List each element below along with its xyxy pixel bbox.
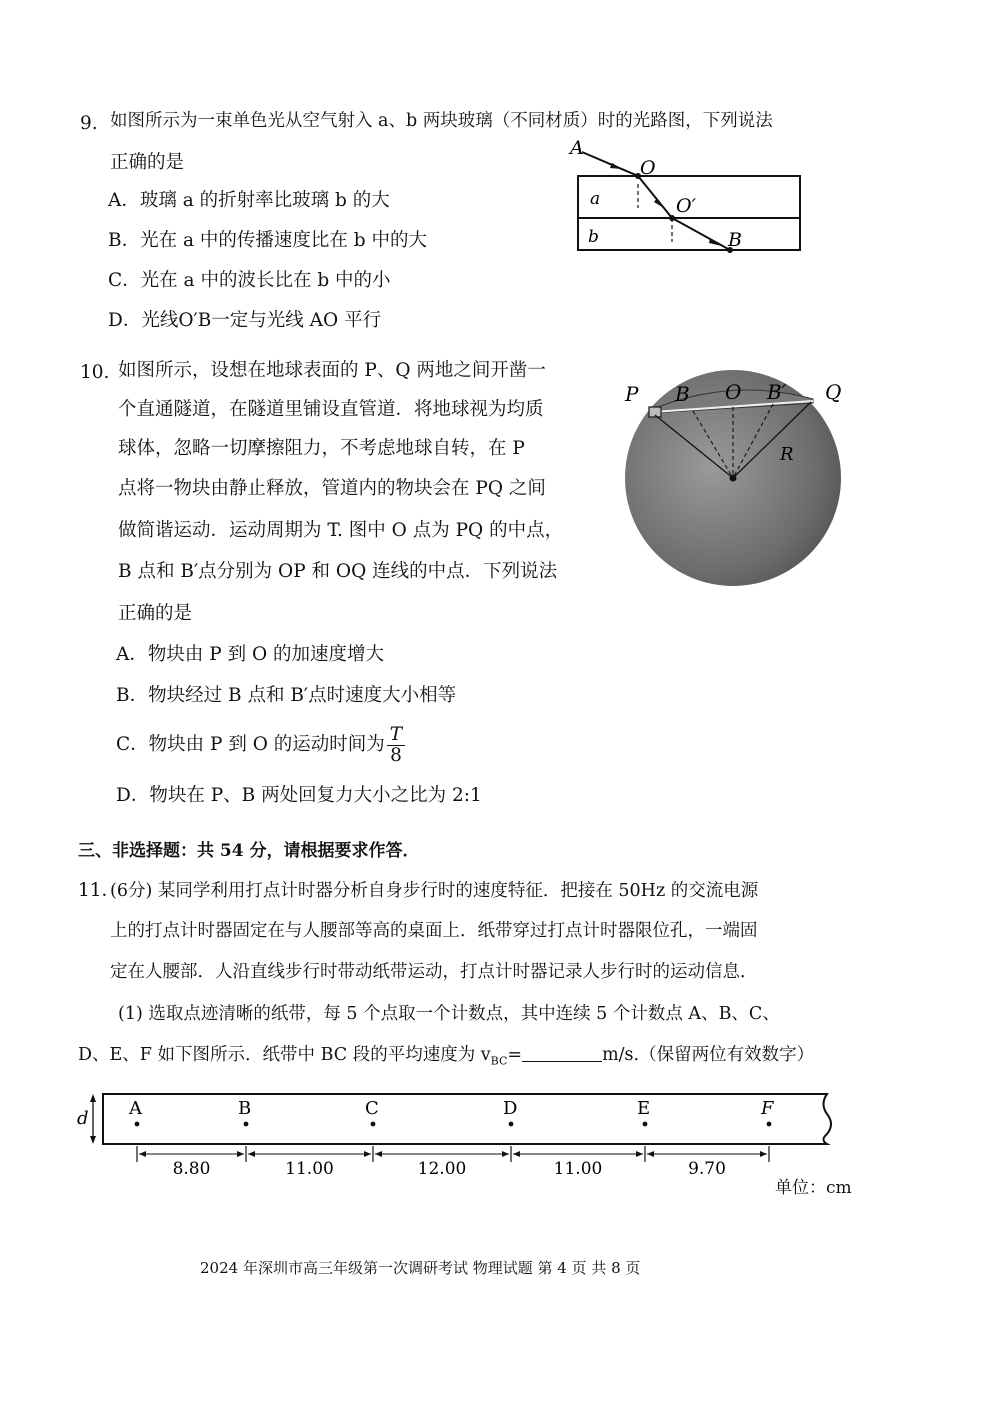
distance-arrowhead-2-right bbox=[364, 1151, 371, 1157]
distance-arrowhead-3-left bbox=[375, 1151, 382, 1157]
q9-option-b: B．光在 a 中的传播速度比在 b 中的大 bbox=[108, 230, 427, 251]
distance-arrowhead-4-left bbox=[513, 1151, 520, 1157]
paper-tape bbox=[103, 1094, 831, 1144]
label-b: B bbox=[675, 382, 690, 406]
tape-point-label-f: F bbox=[761, 1098, 774, 1119]
label-glass-b: b bbox=[588, 227, 599, 247]
q11-line5-equals: = bbox=[507, 1045, 523, 1065]
tape-point-dot-a bbox=[135, 1122, 140, 1127]
v-bc-subscript: BC bbox=[490, 1054, 508, 1068]
q9-option-d: D．光线O′B一定与光线 AO 平行 bbox=[108, 310, 382, 331]
label-o2: O′ bbox=[676, 195, 696, 217]
tape-unit-label: 单位：cm bbox=[775, 1178, 852, 1198]
width-label-d: d bbox=[77, 1108, 89, 1129]
refracted-ray-a bbox=[638, 176, 672, 218]
q10-option-c bbox=[116, 722, 405, 768]
q11-line3: 定在人腰部．人沿直线步行时带动纸带运动，打点计时器记录人步行时的运动信息． bbox=[110, 962, 758, 982]
tape-point-dot-c bbox=[371, 1122, 376, 1127]
q11-line1: (6分) 某同学利用打点计时器分析自身步行时的速度特征．把接在 50Hz 的交流电源 bbox=[110, 881, 759, 901]
tape-point-label-d: D bbox=[503, 1098, 518, 1119]
width-arrow-bottom bbox=[90, 1136, 96, 1144]
tape-point-dot-e bbox=[643, 1122, 648, 1127]
label-b-point: B bbox=[728, 229, 742, 251]
incident-ray bbox=[582, 152, 638, 176]
label-p: P bbox=[625, 382, 639, 406]
q11-line5-prefix: D、E、F 如下图所示．纸带中 BC 段的平均速度为 v bbox=[78, 1045, 491, 1065]
label-q: Q bbox=[825, 380, 842, 404]
q10-option-c-text: C．物块由 P 到 O 的运动时间为 bbox=[116, 734, 385, 755]
q10-stem-line1: 如图所示，设想在地球表面的 P、Q 两地之间开凿一 bbox=[118, 360, 546, 381]
tape-point-dot-b bbox=[244, 1122, 249, 1127]
label-r: R bbox=[780, 444, 794, 465]
q11-line5-suffix: m/s.（保留两位有效数字） bbox=[602, 1045, 815, 1065]
distance-arrowhead-5-left bbox=[647, 1151, 654, 1157]
incident-arrow bbox=[610, 163, 622, 169]
q10-option-a: A．物块由 P 到 O 的加速度增大 bbox=[116, 644, 384, 665]
label-b-prime: B′ bbox=[767, 380, 787, 404]
fraction-denominator: 8 bbox=[390, 744, 402, 766]
q11-number: 11． bbox=[78, 880, 121, 901]
tape-point-label-e: E bbox=[637, 1098, 651, 1119]
q11-line5 bbox=[78, 1044, 814, 1073]
q10-option-d: D．物块在 P、B 两处回复力大小之比为 2:1 bbox=[116, 785, 482, 806]
glass-slab-b bbox=[578, 218, 800, 250]
fraction-numerator: T bbox=[387, 725, 405, 746]
section-title: 三、非选择题：共 54 分，请根据要求作答． bbox=[78, 841, 420, 861]
q11-line4: (1) 选取点迹清晰的纸带，每 5 个点取一个计数点，其中连续 5 个计数点 A、B、C、 bbox=[118, 1004, 780, 1024]
distance-label-1: 8.80 bbox=[172, 1159, 211, 1179]
distance-arrowhead-2-left bbox=[248, 1151, 255, 1157]
point-o2 bbox=[669, 215, 675, 221]
q9-number: 9. bbox=[80, 113, 98, 134]
width-arrow-top bbox=[90, 1094, 96, 1102]
distance-arrowhead-4-right bbox=[636, 1151, 643, 1157]
tape-point-dot-d bbox=[509, 1122, 514, 1127]
q9-stem-line2: 正确的是 bbox=[110, 152, 185, 173]
q10-stem-line3: 球体，忽略一切摩擦阻力，不考虑地球自转，在 P bbox=[118, 438, 525, 459]
tape-point-label-a: A bbox=[129, 1098, 142, 1119]
q10-stem-line7: 正确的是 bbox=[118, 603, 193, 624]
q10-earth-tunnel-figure bbox=[615, 375, 855, 575]
label-a-point: A bbox=[570, 137, 584, 159]
q10-number: 10. bbox=[80, 362, 110, 383]
refracted-arrow-a bbox=[654, 198, 664, 208]
distance-label-4: 11.00 bbox=[553, 1159, 603, 1179]
q10-stem-line5: 做简谐运动．运动周期为 T. 图中 O 点为 PQ 的中点， bbox=[118, 520, 564, 541]
label-o-center: O bbox=[725, 380, 742, 404]
tape-marks bbox=[128, 1098, 775, 1179]
q11-line2: 上的打点计时器固定在与人腰部等高的桌面上．纸带穿过打点计时器限位孔，一端固 bbox=[110, 921, 758, 941]
earth-center bbox=[730, 475, 737, 482]
q9-stem-line1: 如图所示为一束单色光从空气射入 a、b 两块玻璃（不同材质）时的光路图，下列说法 bbox=[110, 111, 773, 131]
tape-point-label-b: B bbox=[238, 1098, 252, 1119]
page-footer: 2024 年深圳市高三年级第一次调研考试 物理试题 第 4 页 共 8 页 bbox=[200, 1259, 641, 1277]
label-o: O bbox=[640, 157, 656, 179]
distance-arrowhead-3-right bbox=[502, 1151, 509, 1157]
label-glass-a: a bbox=[590, 189, 601, 209]
distance-label-2: 11.00 bbox=[285, 1159, 334, 1179]
q10-stem-line2: 个直通隧道，在隧道里铺设直管道．将地球视为均质 bbox=[118, 399, 544, 420]
q9-option-c: C．光在 a 中的波长比在 b 中的小 bbox=[108, 270, 391, 291]
q10-option-b: B．物块经过 B 点和 B′点时速度大小相等 bbox=[116, 685, 457, 706]
distance-arrowhead-5-right bbox=[760, 1151, 767, 1157]
paper-tape-figure bbox=[75, 1090, 855, 1179]
q10-stem-line6: B 点和 B′点分别为 OP 和 OQ 连线的中点．下列说法 bbox=[118, 561, 558, 582]
distance-label-5: 9.70 bbox=[688, 1159, 726, 1179]
tape-point-dot-f bbox=[767, 1122, 772, 1127]
distance-arrowhead-1-left bbox=[139, 1151, 146, 1157]
distance-arrowhead-1-right bbox=[237, 1151, 244, 1157]
q9-option-a: A．玻璃 a 的折射率比玻璃 b 的大 bbox=[108, 190, 390, 211]
distance-label-3: 12.00 bbox=[417, 1159, 467, 1179]
tape-point-label-c: C bbox=[365, 1098, 379, 1119]
q10-stem-line4: 点将一物块由静止释放，管道内的物块会在 PQ 之间 bbox=[118, 478, 546, 499]
answer-blank-vbc[interactable] bbox=[522, 1045, 602, 1062]
refracted-arrow-b bbox=[709, 238, 722, 246]
refracted-ray-b bbox=[672, 218, 730, 250]
fraction-t-over-8 bbox=[387, 725, 405, 766]
q9-light-path-figure bbox=[560, 130, 810, 260]
